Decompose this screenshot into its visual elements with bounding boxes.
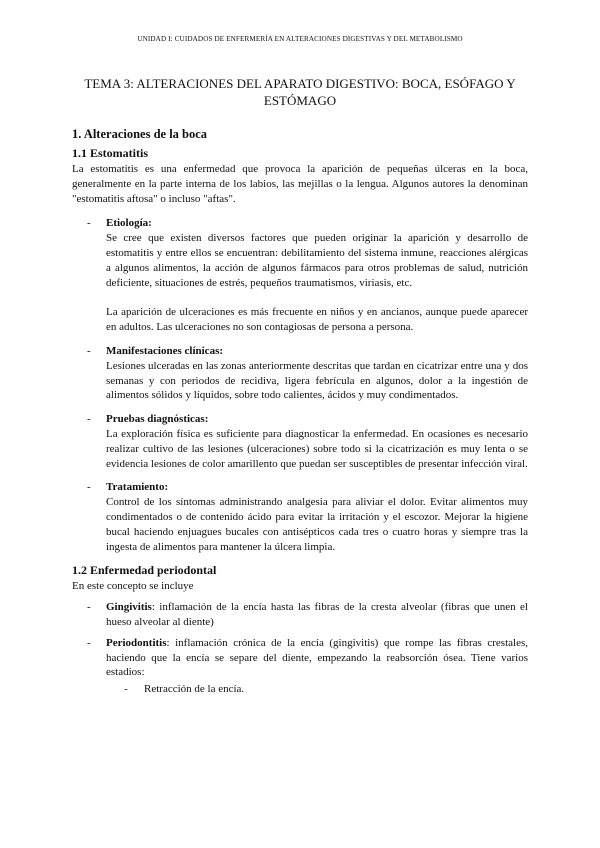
bullet-paragraph: Control de los síntomas administrando analgesia para aliviar el dolor. Evitar alimentos muy condimentados o de contenido ácido para evitar la irritación y el escozor. Mejorar la higiene bucal haciendo enjuagues bucales con antisépticos cada tres o cuatro horas y siempre tras la ingesta de alimentos para mantener la úlcera limpia.	[106, 496, 528, 553]
estomatitis-intro: La estomatitis es una enfermedad que provoca la aparición de pequeñas úlceras en la boca, generalmente en la parte interna de los labios, las mejillas o la lengua. Algunos autores la denominan "estomatitis aftosa" o incluso "aftas".	[72, 163, 528, 205]
document-title: TEMA 3: ALTERACIONES DEL APARATO DIGESTIVO: BOCA, ESÓFAGO Y ESTÓMAGO	[84, 76, 516, 108]
bullet-pruebas	[72, 412, 528, 471]
list-item-periodontitis	[72, 636, 528, 697]
definition-gingivitis: : inflamación de la encía hasta las fibras de la cresta alveolar (fibras que unen el hueso alveolar al diente)	[106, 601, 528, 628]
bullet-paragraph: Lesiones ulceradas en las zonas anteriormente descritas que tardan en cicatrizar entre una y dos semanas y con periodos de recidiva, ligera febrícula en algunos, dolor a la ingestión de alimentos sólidos y líquidos, sobre todo calientes, ácidos y muy condimentados.	[106, 359, 528, 402]
bullet-paragraph: La exploración física es suficiente para diagnosticar la enfermedad. En ocasiones es necesario realizar cultivo de las lesiones (ulceraciones) sobre todo si la cicatrización es muy lenta o se evidencia lesiones de color amarillento que puedan ser susceptibles de presentar infección viral.	[106, 427, 528, 470]
definition-periodontitis: : inflamación crónica de la encía (gingivitis) que rompe las fibras crestales, haciendo que la encía se separe del diente, empezando la reabsorción ósea. Tiene varios estadios:	[106, 636, 528, 679]
term-periodontitis: Periodontitis	[106, 636, 167, 649]
bullet-heading: Pruebas diagnósticas:	[106, 413, 209, 426]
bullet-paragraph: La aparición de ulceraciones es más frecuente en niños y en ancianos, aunque puede aparecer en adultos. Las ulceraciones no son contagiosas de persona a persona.	[106, 306, 528, 334]
bullet-dash: -	[87, 413, 91, 426]
list-item-gingivitis	[72, 600, 528, 630]
estomatitis-bullet-list	[72, 216, 528, 554]
bullet-dash: -	[87, 601, 91, 614]
bullet-manifestaciones	[72, 344, 528, 403]
bullet-heading: Tratamiento:	[106, 481, 169, 494]
bullet-dash: -	[87, 217, 91, 230]
stage-text: Retracción de la encía.	[144, 683, 245, 696]
running-header: UNIDAD I: CUIDADOS DE ENFERMERÍA EN ALTERACIONES DIGESTIVAS Y DEL METABOLISMO	[137, 35, 463, 43]
subsection-heading-estomatitis: 1.1 Estomatitis	[72, 146, 148, 160]
list-item-stage	[106, 682, 528, 697]
periodontal-intro: En este concepto se incluye	[72, 580, 194, 593]
bullet-dash: -	[87, 481, 91, 494]
bullet-dash: -	[87, 636, 91, 649]
bullet-dash: -	[124, 683, 128, 696]
stages-list	[106, 682, 528, 697]
bullet-tratamiento	[72, 480, 528, 554]
document-body	[72, 126, 528, 703]
section-periodontal	[72, 563, 528, 697]
periodontal-list	[72, 600, 528, 697]
section-heading: 1. Alteraciones de la boca	[72, 127, 208, 141]
term-gingivitis: Gingivitis	[106, 601, 152, 614]
subsection-heading-periodontal: 1.2 Enfermedad periodontal	[72, 563, 217, 578]
bullet-etiologia	[72, 216, 528, 335]
bullet-heading: Etiología:	[106, 217, 152, 230]
bullet-paragraph: Se cree que existen diversos factores que pueden originar la aparición y desarrollo de estomatitis y entre ellos se encuentran: debilitamiento del sistema inmune, reacciones alérgicas a algunos alimentos, la acción de algunos fármacos para otros problemas de salud, nutrición deficiente, situaciones de estrés, pequeños traumatismos, viriasis, etc.	[106, 232, 528, 289]
bullet-heading: Manifestaciones clínicas:	[106, 344, 224, 357]
bullet-dash: -	[87, 344, 91, 357]
